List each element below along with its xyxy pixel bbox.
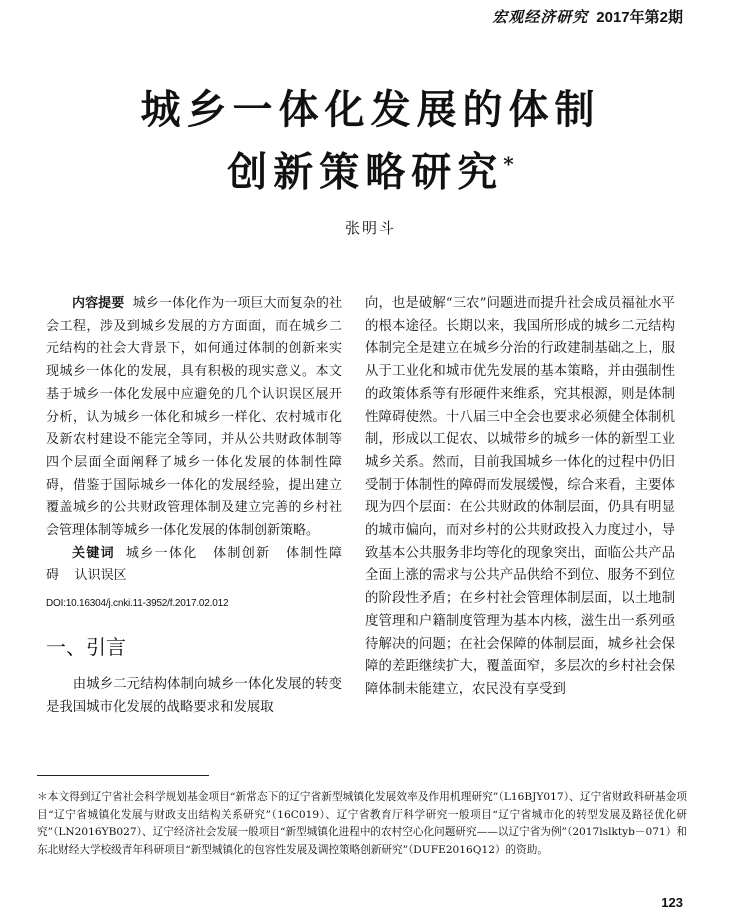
introduction-paragraph: 由城乡二元结构体制向城乡一体化发展的转变是我国城市化发展的战略要求和发展取 — [46, 677, 342, 715]
keyword-item: 认识误区 — [74, 568, 127, 584]
article-title-line-2 — [0, 140, 741, 196]
article-title-text: 创新策略研究 — [227, 148, 504, 196]
keyword-item: 体制性障碍 — [46, 545, 342, 584]
abstract-text: 城乡一体化作为一项巨大而复杂的社会工程，涉及到城乡发展的方方面面，而在城乡二元结构的社会大背景下，如何通过体制的创新来实现城乡一体化的发展，具有积极的现实意义。本文基于城乡一体化发展中应避免的几个认识误区展开分析，认为城乡一体化和城乡一样化、农村城市化及新农村建设不能完全等同，并从公共财政体制等四个层面全面阐释了城乡一体化发展的体制性障碍，借鉴于国际城乡一体化的发展经验，提出建立覆盖城乡的公共财政管理体制及建立完善的乡村社会管理体制等城乡一体化发展的体制创新策略。 — [46, 296, 342, 539]
title-footnote-mark: * — [503, 152, 514, 176]
keywords — [46, 543, 342, 588]
right-column — [365, 293, 675, 702]
funding-footnote: ＊本文得到辽宁省社会科学规划基金项目“新常态下的辽宁省新型城镇化发展效率及作用机理研究”（L16BJY017）、辽宁省财政科研基金项目“辽宁省城镇化发展与财政支出结构关系研究”（16C019）、辽宁省教育厅科学研究一般项目“辽宁省城市化的转型发展及路径优化研究”（LN2016YB027）、辽宁经济社会发展一般项目“新型城镇化进程中的农村空心化问题研究——以辽宁省为例”（2017lslktyb－071）和东北财经大学校级青年科研项目“新型城镇化的包容性发展及调控策略创新研究”（DUFE2016Q12）的资助。 — [37, 791, 687, 856]
keyword-item: 体制创新 — [213, 545, 271, 561]
article-title-line-1: 城乡一体化发展的体制 — [140, 86, 601, 133]
section-heading-introduction: 一、引言 — [46, 635, 126, 660]
journal-name: 宏观经济研究 — [492, 8, 589, 26]
running-header — [492, 6, 683, 27]
keywords-label: 关键词 — [72, 545, 115, 561]
keyword-item: 城乡一体化 — [125, 545, 198, 561]
footnote-divider — [37, 775, 209, 776]
author-name: 张明斗 — [344, 219, 396, 237]
doi: DOI:10.16304/j.cnki.11-3952/f.2017.02.012 — [46, 598, 229, 610]
right-column-paragraph: 向，也是破解“三农”问题进而提升社会成员福祉水平的根本途径。长期以来，我国所形成的城乡二元结构体制完全是建立在城乡分治的行政建制基础之上，服从于工业化和城市优先发展的基本策略，并由强制性的政策体系等有形硬件来维系，究其根源，则是体制性障碍使然。十八届三中全会也要求必须健全体制机制，形成以工促农、以城带乡的城乡一体的新型工业城乡关系。然而，目前我国城乡一体化的过程中仍旧受制于体制性的障碍而发展缓慢，综合来看，主要体现为四个层面：在公共财政的体制层面，仍具有明显的城市偏向，而对乡村的公共财政投入力度过小，导致基本公共服务非均等化的现象突出，面临公共产品全面上涨的需求与公共产品供给不到位、服务不到位的阶段性矛盾；在乡村社会管理体制层面，以土地制度管理和户籍制度管理为基本内核，滋生出一系列亟待解决的问题；在社会保障的体制层面，城乡社会保障的差距继续扩大，覆盖面窄，多层次的乡村社会保障体制未能建立，农民没有享受到 — [365, 296, 675, 697]
journal-issue: 2017年第2期 — [596, 9, 683, 26]
left-column — [46, 293, 342, 720]
page-number: 123 — [661, 895, 683, 910]
abstract-label: 内容提要 — [72, 296, 125, 311]
abstract — [46, 293, 342, 543]
